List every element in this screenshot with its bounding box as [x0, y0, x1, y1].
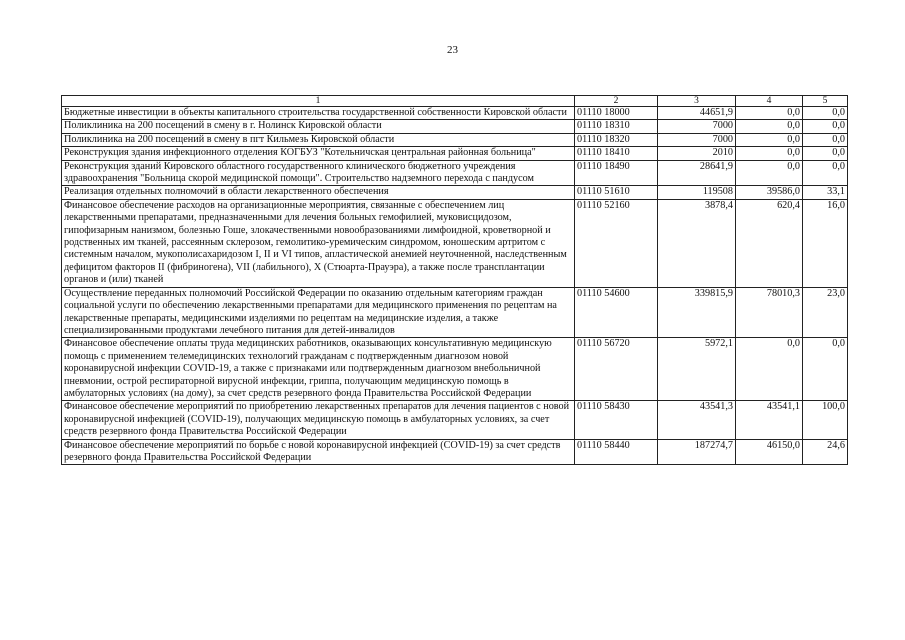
row-code: 01110 52160 — [575, 199, 658, 287]
row-code: 01110 18410 — [575, 147, 658, 160]
column-header-4: 4 — [736, 96, 803, 107]
row-percent-value: 100,0 — [803, 401, 848, 439]
row-executed-value: 46150,0 — [736, 439, 803, 465]
column-header-2: 2 — [575, 96, 658, 107]
row-plan-value: 187274,7 — [658, 439, 736, 465]
row-executed-value: 0,0 — [736, 133, 803, 146]
table-row — [62, 287, 848, 338]
row-name: Финансовое обеспечение мероприятий по приобретению лекарственных препаратов для лечения пациентов с новой коронавирусной инфекцией (COVID-19), получающих медицинскую помощь в амбулаторных условиях, за счет средств резервного фонда Правительства Российской Федерации — [62, 401, 575, 439]
table-row — [62, 120, 848, 133]
budget-table — [61, 95, 848, 465]
row-code: 01110 54600 — [575, 287, 658, 338]
row-percent-value: 33,1 — [803, 186, 848, 199]
row-percent-value: 23,0 — [803, 287, 848, 338]
row-percent-value: 0,0 — [803, 160, 848, 186]
row-plan-value: 339815,9 — [658, 287, 736, 338]
row-percent-value: 16,0 — [803, 199, 848, 287]
row-code: 01110 18320 — [575, 133, 658, 146]
row-executed-value: 0,0 — [736, 338, 803, 401]
row-executed-value: 78010,3 — [736, 287, 803, 338]
row-name: Финансовое обеспечение расходов на организационные мероприятия, связанные с обеспечением лиц лекарственными препаратами, предназначенными для лечения больных гемофилией, муковисцидозом, гипофизарным нанизмом, болезнью Гоше, злокачественными новообразованиями лимфоидной, кроветворной и родственных им тканей, рассеянным склерозом, гемолитико-уремическим синдромом, юношеским артритом с системным началом, мукополисахаридозом I, II и VI типов, апластической анемией неуточненной, наследственным дефицитом факторов II (фибриногена), VII (лабильного), X (Стюарта-Прауэра), а также после трансплантации органов и (или) тканей — [62, 199, 575, 287]
row-code: 01110 58430 — [575, 401, 658, 439]
row-plan-value: 119508 — [658, 186, 736, 199]
row-code: 01110 56720 — [575, 338, 658, 401]
table-row — [62, 401, 848, 439]
row-percent-value: 0,0 — [803, 107, 848, 120]
row-code: 01110 51610 — [575, 186, 658, 199]
row-plan-value: 43541,3 — [658, 401, 736, 439]
row-percent-value: 0,0 — [803, 133, 848, 146]
table-row — [62, 186, 848, 199]
row-executed-value: 620,4 — [736, 199, 803, 287]
row-plan-value: 7000 — [658, 120, 736, 133]
row-plan-value: 44651,9 — [658, 107, 736, 120]
row-executed-value: 0,0 — [736, 147, 803, 160]
row-percent-value: 0,0 — [803, 120, 848, 133]
row-plan-value: 5972,1 — [658, 338, 736, 401]
row-plan-value: 2010 — [658, 147, 736, 160]
row-code: 01110 58440 — [575, 439, 658, 465]
row-code: 01110 18310 — [575, 120, 658, 133]
row-name: Реконструкция зданий Кировского областного государственного клинического бюджетного учреждения здравоохранения "Больница скорой медицинской помощи". Строительство надземного перехода с пандусом — [62, 160, 575, 186]
table-header-row — [62, 96, 848, 107]
row-name: Реализация отдельных полномочий в области лекарственного обеспечения — [62, 186, 575, 199]
row-percent-value: 0,0 — [803, 338, 848, 401]
row-name: Бюджетные инвестиции в объекты капитального строительства государственной собственности Кировской области — [62, 107, 575, 120]
table-row — [62, 107, 848, 120]
column-header-5: 5 — [803, 96, 848, 107]
row-percent-value: 24,6 — [803, 439, 848, 465]
row-executed-value: 0,0 — [736, 107, 803, 120]
table-row — [62, 160, 848, 186]
row-plan-value: 7000 — [658, 133, 736, 146]
row-name: Поликлиника на 200 посещений в смену в г. Нолинск Кировской области — [62, 120, 575, 133]
row-plan-value: 3878,4 — [658, 199, 736, 287]
row-name: Финансовое обеспечение мероприятий по борьбе с новой коронавирусной инфекцией (COVID-19) за счет средств резервного фонда Правительства Российской Федерации — [62, 439, 575, 465]
column-header-1: 1 — [62, 96, 575, 107]
column-header-3: 3 — [658, 96, 736, 107]
row-code: 01110 18000 — [575, 107, 658, 120]
row-executed-value: 0,0 — [736, 120, 803, 133]
row-plan-value: 28641,9 — [658, 160, 736, 186]
page-number: 23 — [447, 44, 458, 56]
table-row — [62, 199, 848, 287]
row-name: Поликлиника на 200 посещений в смену в пгт Кильмезь Кировской области — [62, 133, 575, 146]
table-row — [62, 133, 848, 146]
row-executed-value: 39586,0 — [736, 186, 803, 199]
row-name: Осуществление переданных полномочий Российской Федерации по оказанию отдельным категориям граждан социальной услуги по обеспечению лекарственными препаратами для медицинского применения по рецептам на лекарственные препараты, медицинскими изделиями по рецептам на медицинские изделия, а также специализированными продуктами лечебного питания для детей-инвалидов — [62, 287, 575, 338]
row-name: Реконструкция здания инфекционного отделения КОГБУЗ "Котельничская центральная районная больница" — [62, 147, 575, 160]
table-row — [62, 338, 848, 401]
table-row — [62, 147, 848, 160]
row-name: Финансовое обеспечение оплаты труда медицинских работников, оказывающих консультативную медицинскую помощь с применением телемедицинских технологий гражданам с подтвержденным диагнозом новой коронавирусной инфекции COVID-19, а также с признаками или подтвержденным диагнозом внебольничной пневмонии, острой респираторной вирусной инфекции, гриппа, получающим медицинскую помощь в амбулаторных условиях (на дому), за счет средств резервного фонда Правительства Российской Федерации — [62, 338, 575, 401]
table-row — [62, 439, 848, 465]
row-code: 01110 18490 — [575, 160, 658, 186]
row-executed-value: 0,0 — [736, 160, 803, 186]
row-percent-value: 0,0 — [803, 147, 848, 160]
row-executed-value: 43541,1 — [736, 401, 803, 439]
